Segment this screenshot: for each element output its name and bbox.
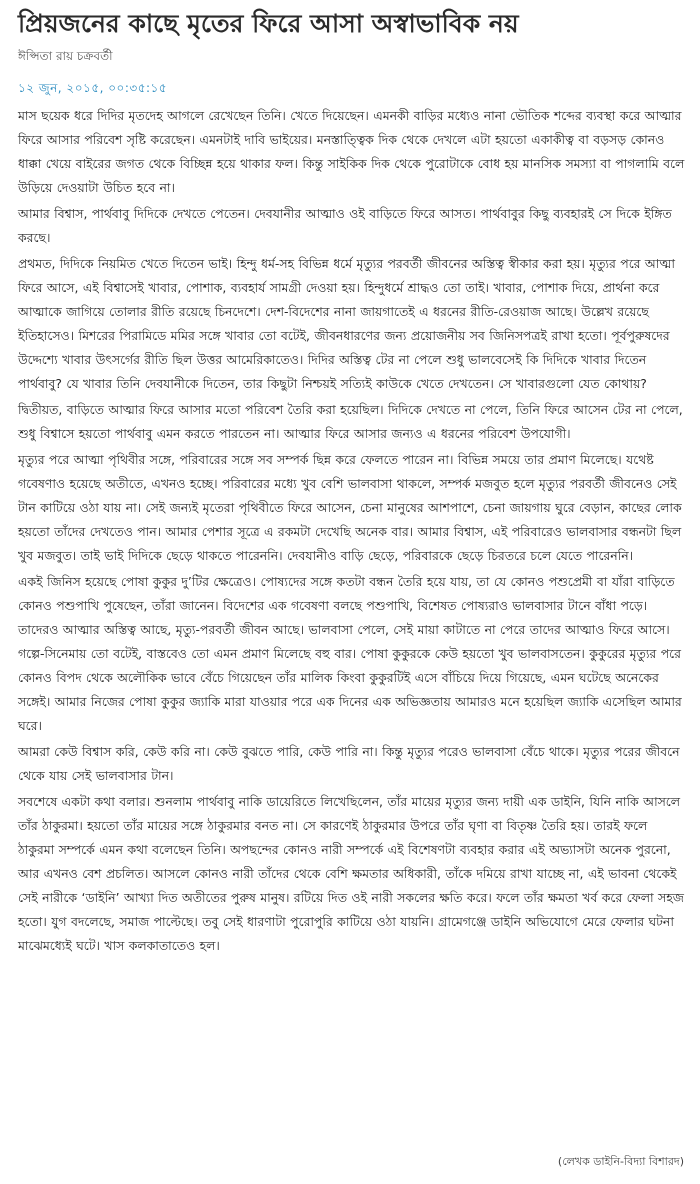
body-paragraph: দ্বিতীয়ত, বাড়িতে আত্মার ফিরে আসার মতো পরিবেশ তৈরি করা হয়েছিল। দিদিকে দেখতে না পেলে, তিনি ফিরে আসেন টের না পেলে, শুধু বিশ্বাসে হয়তো পার্থবাবু এমন করতে পারতেন না। আত্মার ফিরে আসার জন্যও এ ধরনের পরিবেশ উপযোগী। <box>18 402 683 441</box>
article-dateline: ১২ জুন, ২০১৫, ০০:৩৫:১৫ <box>18 81 168 95</box>
author-byline[interactable]: ঈপ্সিতা রায় চক্রবর্তী <box>18 49 113 63</box>
body-paragraph: মৃত্যুর পরে আত্মা পৃথিবীর সঙ্গে, পরিবারের সঙ্গে সব সম্পর্ক ছিন্ন করে ফেলতে পারেন না। বিভিন্ন সময়ে তার প্রমাণ মিলেছে। যথেষ্ট গবেষণাও হয়েছে অতীতে, এখনও হচ্ছে। পরিবারের মধ্যে খুব বেশি ভালবাসা থাকলে, সম্পর্ক মজবুত হলে মৃত্যুর পরবর্তী জীবনেও সেই টান কাটিয়ে ওঠা যায় না। সেই জন্যই মৃতেরা পৃথিবীতে ফিরে আসেন, চেনা মানুষের আশপাশে, চেনা জায়গায় ঘুরে বেড়ান, কাছের লোক হয়তো তাঁদের দেখতেও পান। আমার পেশার সূত্রে এ রকমটা দেখেছি অনেক বার। আমার বিশ্বাস, এই পরিবারেও ভালবাসার বন্ধনটা ছিল খুব মজবুত। তাই ভাই দিদিকে ছেড়ে থাকতে পারেননি। দেবযানীও বাড়ি ছেড়ে, পরিবারকে ছেড়ে চিরতরে চলে যেতে পারেননি। <box>18 452 682 563</box>
body-paragraph: সবশেষে একটা কথা বলার। শুনলাম পার্থবাবু নাকি ডায়েরিতে লিখেছিলেন, তাঁর মায়ের মৃত্যুর জন্য দায়ী এক ডাইনি, যিনি নাকি আসলে তাঁর ঠাকুরমা। হয়তো তাঁর মায়ের সঙ্গে ঠাকুরমার বনত না। সে কারণেই ঠাকুরমার উপরে তাঁর ঘৃণা বা বিতৃষ্ণ তৈরি হয়। তারই ফলে ঠাকুরমা সম্পর্কে এমন কথা বলেছেন তিনি। অপছন্দের কোনও নারী সম্পর্কে এই বিশেষণটা ব্যবহার করার এই অভ্যাসটা অনেক পুরনো, আর এখনও বেশ প্রচলিত। আসলে কোনও নারী তাঁদের থেকে বেশি ক্ষমতার অধিকারী, তাঁকে দমিয়ে রাখা যাচ্ছে না, এই ভাবনা থেকেই সেই নারীকে ‘ডাইনি’ আখ্যা দিত অতীতের পুরুষ মানুষ। রটিয়ে দিত ওই নারী সকলের ক্ষতি করে। ফলে তাঁর ক্ষমতা খর্ব করে ফেলা সহজ হতো। যুগ বদলেছে, সমাজ পাল্টেছে। তবু সেই ধারণাটা পুরোপুরি কাটিয়ে ওঠা যায়নি। গ্রামেগঞ্জে ডাইনি অভিযোগে মেরে ফেলার ঘটনা মাঝেমধ্যেই ঘটে। খাস কলকাতাতেও হল। <box>18 794 684 953</box>
body-paragraph: আমার বিশ্বাস, পার্থবাবু দিদিকে দেখতে পেতেন। দেবযানীর আত্মাও ওই বাড়িতে ফিরে আসত। পার্থবাবুর কিছু ব্যবহারই সে দিকে ইঙ্গিত করছে। <box>18 206 672 245</box>
body-paragraph: প্রথমত, দিদিকে নিয়মিত খেতে দিতেন ভাই। হিন্দু ধর্ম-সহ বিভিন্ন ধর্মে মৃত্যুর পরবর্তী জীবনের অস্তিত্ব স্বীকার করা হয়। মৃত্যুর পরে আত্মা ফিরে আসে, এই বিশ্বাসেই খাবার, পোশাক, ব্যবহার্য সামগ্রী দেওয়া হয়। হিন্দুধর্মে শ্রাদ্ধও তো তাই। খাবার, পোশাক দিয়ে, প্রার্থনা করে আত্মাকে জাগিয়ে তোলার রীতি রয়েছে চিনদেশে। দেশ-বিদেশের নানা জায়গাতেই এ ধরনের রীতি-রেওয়াজ আছে। উল্লেখ রয়েছে ইতিহাসেও। মিশরের পিরামিডে মমির সঙ্গে খাবার তো বটেই, জীবনধারণের জন্য প্রয়োজনীয় সব জিনিসপত্রই রাখা হতো। পূর্বপুরুষদের উদ্দেশ্যে খাবার উৎসর্গের রীতি ছিল উত্তর আমেরিকাতেও। দিদির অস্তিত্ব টের না পেলে শুধু ভালবেসেই কি দিদিকে খাবার দিতেন পার্থবাবু? যে খাবার তিনি দেবযানীকে দিতেন, তার কিছুটা নিশ্চয়ই সত্যিই কাউকে খেতে দেখতেন। সে খাবারগুলো যেত কোথায়? <box>18 256 675 391</box>
body-paragraph: মাস ছয়েক ধরে দিদির মৃতদেহ আগলে রেখেছেন তিনি। খেতে দিয়েছেন। এমনকী বাড়ির মধ্যেও নানা ভৌতিক শব্দের ব্যবস্থা করে আত্মার ফিরে আসার পরিবেশ সৃষ্টি করেছেন। এমনটাই দাবি ভাইয়ের। মনস্তাত্ত্বিক দিক থেকে দেখলে এটা হয়তো একাকীত্ব বা বড়সড় কোনও ধাক্কা খেয়ে বাইরের জগত থেকে বিচ্ছিন্ন হয়ে থাকার ফল। কিন্তু সাইকিক দিক থেকে পুরোটাকে বোধ হয় মানসিক সমস্যা বা পাগলামি বলে উড়িয়ে দেওয়াটা উচিত হবে না। <box>18 108 685 195</box>
article-body <box>18 104 686 958</box>
article-headline: প্রিয়জনের কাছে মৃতের ফিরে আসা অস্বাভাবিক নয় <box>18 9 519 38</box>
body-paragraph: আমরা কেউ বিশ্বাস করি, কেউ করি না। কেউ বুঝতে পারি, কেউ পারি না। কিন্তু মৃত্যুর পরেও ভালবাসা বেঁচে থাকে। মৃত্যুর পরের জীবনে থেকে যায় সেই ভালবাসার টান। <box>18 744 680 783</box>
body-paragraph: একই জিনিস হয়েছে পোষা কুকুর দু’টির ক্ষেত্রেও। পোষ্যদের সঙ্গে কতটা বন্ধন তৈরি হয়ে যায়, তা যে কোনও পশুপ্রেমী বা যাঁরা বাড়িতে কোনও পশুপাখি পুষেছেন, তাঁরা জানেন। বিদেশের এক গবেষণা বলছে পশুপাখি, বিশেষত পোষ্যরাও ভালবাসার টানে বাঁধা পড়ে। তাদেরও আত্মার অস্তিত্ব আছে, মৃত্যু-পরবর্তী জীবন আছে। ভালবাসা পেলে, সেই মায়া কাটাতে না পেরে তাদের আত্মাও ফিরে আসে। গল্পে-সিনেমায় তো বটেই, বাস্তবেও তো এমন প্রমাণ মিলেছে বহু বার। পোষা কুকুরকে কেউ হয়তো খুব ভালবাসতেন। কুকুরের মৃত্যুর পরে কোনও বিপদ থেকে অলৌকিক ভাবে বেঁচে গিয়েছেন তাঁর মালিক কিংবা কুকুরটিই এসে বাঁচিয়ে দিয়ে গিয়েছে, এমন ঘটেছে অনেকের সঙ্গেই। আমার নিজের পোষা কুকুর জ্যাকি মারা যাওয়ার পরে এক দিনের এক অভিজ্ঞতায় আমারও মনে হয়েছিল জ্যাকি এসেছিল আমার ঘরে। <box>18 574 682 733</box>
author-note: (লেখক ডাইনি-বিদ্যা বিশারদ) <box>557 1155 684 1168</box>
